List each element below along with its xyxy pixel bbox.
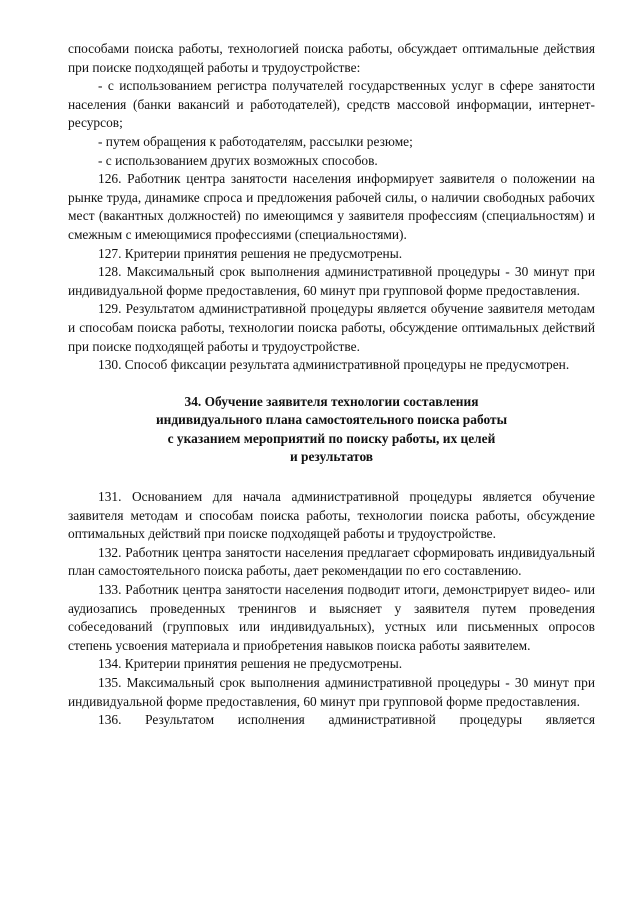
paragraph-127: 127. Критерии принятия решения не предусмотрены. [98,245,403,261]
paragraph-136: 136. Результатом исполнения административной процедуры является [98,712,595,728]
paragraph-intro: способами поиска работы, технологией поиска работы, обсуждает оптимальные действия при поиске подходящей работы и трудоустройстве: [68,41,595,75]
list-item-registry: - с использованием регистра получателей государственных услуг в сфере занятости населения (банки вакансий и работодателей), средств массовой информации, интернет-ресурсов; [68,78,595,131]
list-item-other: - с использованием других возможных способов. [98,152,378,168]
paragraph-135: 135. Максимальный срок выполнения административной процедуры - 30 минут при индивидуальной форме предоставления, 60 минут при групповой форме предоставления. [68,675,595,709]
paragraph-129: 129. Результатом административной процедуры является обучение заявителя методам и способам поиска работы, технологии поиска работы, обсуждение оптимальных действий при поиске подходящей работы и трудоустройстве. [68,301,595,354]
paragraph-128: 128. Максимальный срок выполнения административной процедуры - 30 минут при индивидуальной форме предоставления, 60 минут при групповой форме предоставления. [68,264,595,298]
paragraph-132: 132. Работник центра занятости населения предлагает сформировать индивидуальный план самостоятельного поиска работы, дает рекомендации по его составлению. [68,544,595,579]
heading-line-2: индивидуального плана самостоятельного поиска работы [155,412,508,428]
section-heading-34 [68,393,595,467]
heading-line-1: 34. Обучение заявителя технологии составления [184,393,479,409]
paragraph-134: 134. Критерии принятия решения не предусмотрены. [98,656,403,672]
document-page [68,40,595,730]
heading-line-3: с указанием мероприятий по поиску работы, их целей [167,430,496,446]
heading-line-4: и результатов [289,449,374,465]
paragraph-131: 131. Основанием для начала административной процедуры является обучение заявителя методам и способам поиска работы, технологии поиска работы, обсуждение оптимальных действий при поиске подходящей работы и трудоустройстве. [68,489,595,542]
paragraph-133: 133. Работник центра занятости населения подводит итоги, демонстрирует видео- или аудиозапись проведенных тренингов и выясняет у заявителя путем проведения собеседований (групповых или индивидуальных), устных или письменных опросов степень усвоения материала и приобретения навыков поиска работы заявителем. [68,582,595,653]
paragraph-126: 126. Работник центра занятости населения информирует заявителя о положении на рынке труда, динамике спроса и предложения рабочей силы, о наличии свободных рабочих мест (вакантных должностей) по имеющимся у заявителя профессиям (специальностям) и смежным с имеющимися профессиями (специальностями). [68,171,595,242]
paragraph-130: 130. Способ фиксации результата административной процедуры не предусмотрен. [98,357,570,373]
list-item-employers: - путем обращения к работодателям, рассылки резюме; [98,133,413,149]
